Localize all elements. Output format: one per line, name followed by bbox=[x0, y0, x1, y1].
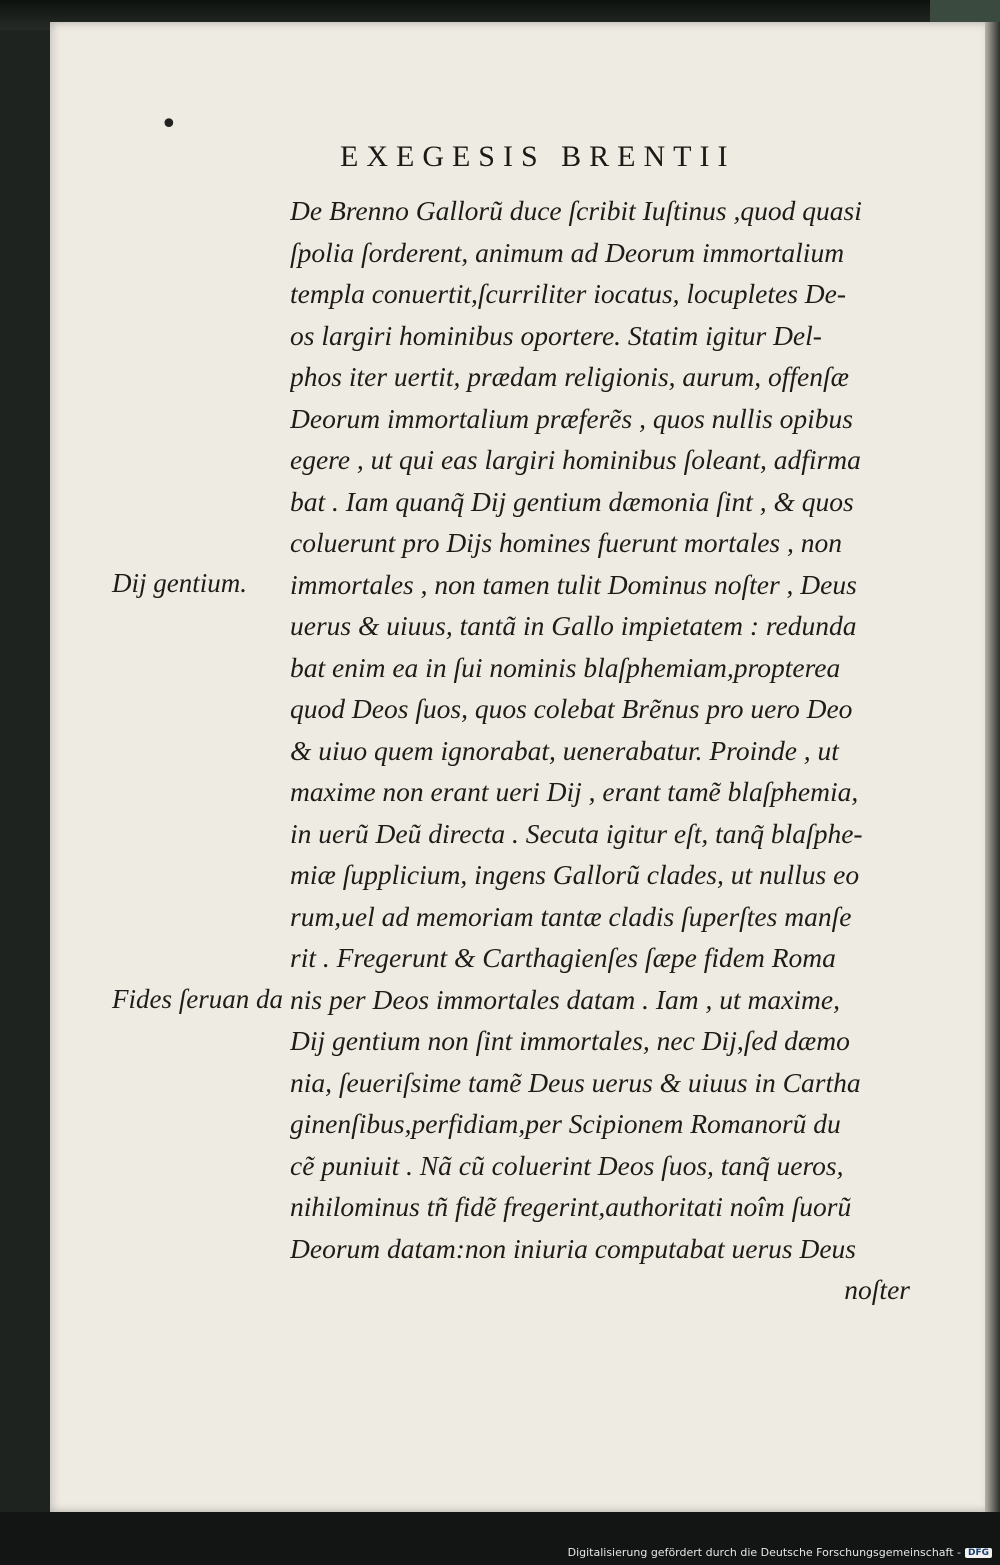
text-line: maxime non erant ueri Dij , erant tamẽ blaſphemia, bbox=[290, 776, 859, 807]
text-line: os largiri hominibus oportere. Statim igitur Del- bbox=[290, 319, 822, 351]
binding-edge bbox=[930, 0, 1000, 22]
page-mark: • bbox=[160, 107, 178, 142]
text-line: & uiuo quem ignorabat, uenerabatur. Proinde , ut bbox=[290, 734, 839, 766]
dfg-logo: DFG bbox=[965, 1548, 992, 1558]
text-line: uerus & uiuus, tantã in Gallo impietatem : redunda bbox=[290, 610, 857, 641]
digitization-credit bbox=[568, 1546, 992, 1559]
text-line: bat enim ea in ſui nominis blaſphemiam,propterea bbox=[290, 651, 841, 683]
catchword: noſter bbox=[844, 1274, 910, 1305]
text-line: Deorum datam:non iniuria computabat uerus Deus bbox=[290, 1232, 857, 1264]
page-edge-shadow bbox=[985, 22, 1000, 1512]
text-line: in uerũ Deũ directa . Secuta igitur eſt, tanq̃ blaſphe- bbox=[290, 817, 863, 849]
text-line: phos iter uertit, prædam religionis, aurum, offenſæ bbox=[290, 361, 849, 392]
text-line: egere , ut qui eas largiri hominibus ſoleant, adfirma bbox=[290, 444, 861, 475]
text-line: Dij gentium non ſint immortales, nec Dij,ſed dæmo bbox=[290, 1025, 850, 1056]
text-line: rit . Fregerunt & Carthagienſes ſæpe fidem Roma bbox=[290, 942, 836, 973]
text-line: Deorum immortalium præferẽs , quos nullis opibus bbox=[290, 402, 854, 434]
marginal-note-fides-seruanda: Fides ſeruan da bbox=[112, 984, 283, 1014]
text-line: rum,uel ad memoriam tantæ cladis ſuperſtes manſe bbox=[290, 900, 852, 932]
body-text bbox=[290, 190, 930, 1311]
text-line: De Brenno Gallorũ duce ſcribit Iuſtinus ,quod quasi bbox=[290, 195, 862, 226]
text-line: templa conuertit,ſcurriliter iocatus, locupletes De- bbox=[290, 278, 847, 309]
text-line: nihilominus tñ fidẽ fregerint,authoritati noîm ſuorũ bbox=[290, 1191, 852, 1222]
text-line: cẽ puniuit . Nã cũ coluerint Deos ſuos, tanq̃ ueros, bbox=[290, 1149, 844, 1181]
text-line: immortales , non tamen tulit Dominus noſter , Deus bbox=[290, 568, 857, 600]
text-line: bat . Iam quanq̃ Dij gentium dæmonia ſint , & quos bbox=[290, 485, 854, 517]
text-line: nia, ſeueriſsime tamẽ Deus uerus & uiuus in Cartha bbox=[290, 1066, 861, 1098]
text-line: coluerunt pro Dijs homines fuerunt mortales , non bbox=[290, 527, 843, 558]
text-line: ſpolia ſorderent, animum ad Deorum immortalium bbox=[290, 236, 845, 268]
marginal-note-dij-gentium: Dij gentium. bbox=[112, 568, 247, 598]
text-line: nis per Deos immortales datam . Iam , ut maxime, bbox=[290, 983, 840, 1015]
text-line: quod Deos ſuos, quos colebat Brẽnus pro uero Deo bbox=[290, 693, 853, 724]
credit-text: Digitalisierung gefördert durch die Deutsche Forschungsgemeinschaft - bbox=[567, 1546, 961, 1559]
text-line: miæ ſupplicium, ingens Gallorũ clades, ut nullus eo bbox=[290, 859, 860, 890]
text-line: ginenſibus,perfidiam,per Scipionem Romanorũ du bbox=[290, 1108, 841, 1139]
running-head: EXEGESIS BRENTII bbox=[340, 140, 736, 173]
